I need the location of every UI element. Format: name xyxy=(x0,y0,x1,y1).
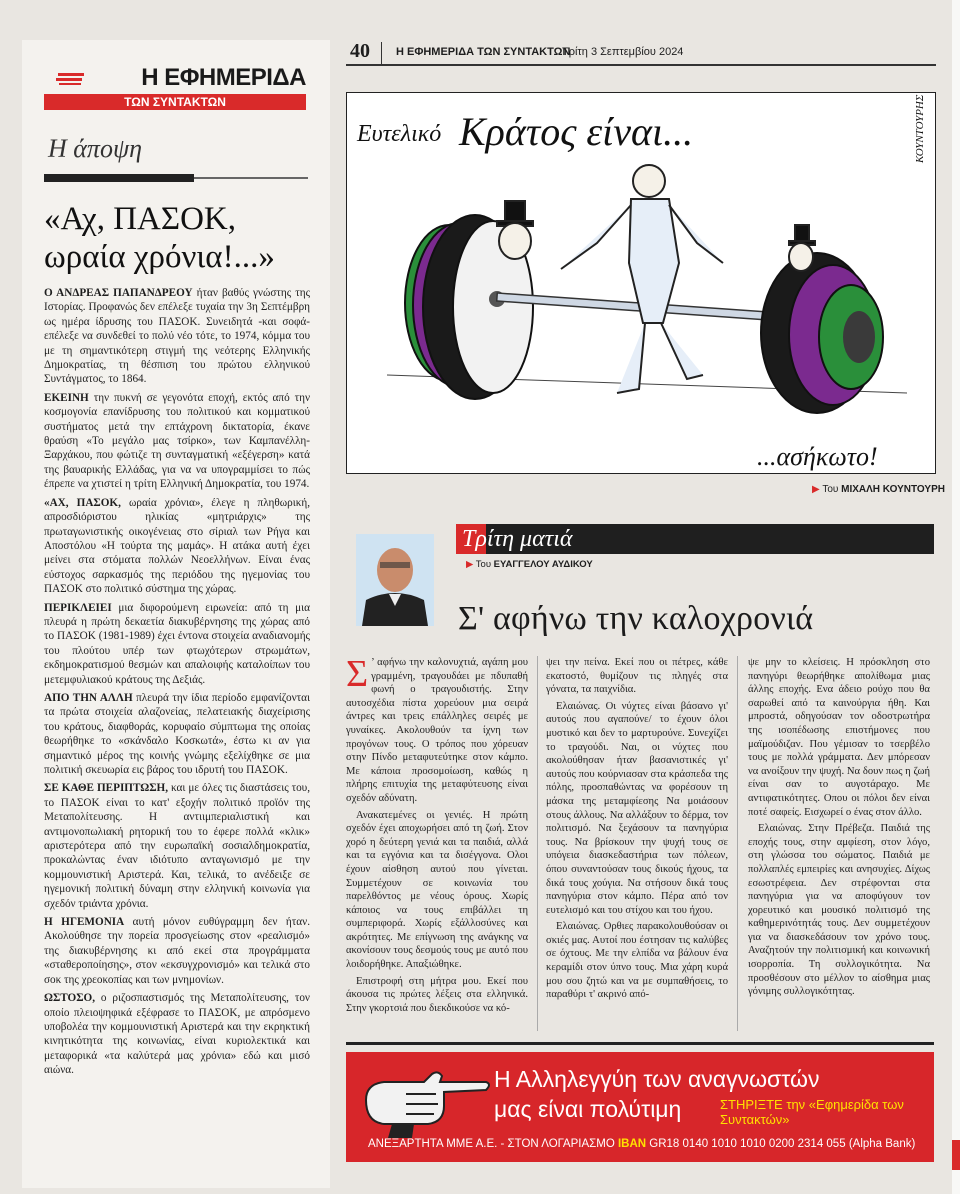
paragraph xyxy=(44,286,310,387)
paragraph xyxy=(44,391,310,492)
paragraph: Ανακατεμένες οι γενιές. Η πρώτη σχεδόν έχει αποχωρήσει από τη ζωή. Στον χορό η δεύτερη γενιά και τα παιδιά, αλλά και τα εγγόνια και τα δισέγγονα. Ολοι έχουν αίσθηση αυτού που γίνεται. Συμμετέχουν σε κοινωνία του παρελθόντος με νέους όρους. Χωρίς κάποιος να τους επιβάλλει τη συμπεριφορά. Χωρίς εξάλλοσύνες και ακρότητες. Με επίγνωση της ανάγκης να ακονίσουν τους δεσμούς τους με αυτό που λοιδορήθηκε. Απαξιώθηκε. xyxy=(346,809,528,971)
author-prefix: Του xyxy=(475,559,492,570)
page-number: 40 xyxy=(350,40,370,62)
column-text-3 xyxy=(748,656,930,1002)
right-politician-icon xyxy=(789,225,815,271)
header-paper-title: Η ΕΦΗΜΕΡΙΔΑ ΤΩΝ ΣΥΝΤΑΚΤΩΝ xyxy=(396,46,571,58)
paragraph: ψει την πείνα. Εκεί που οι πέτρες, κάθε εκατοστό, θυμίζουν τις πληγές στα γόνατα, τα παιχνίδια. xyxy=(546,657,728,696)
paragraph xyxy=(44,691,310,777)
ad-rule xyxy=(346,1042,934,1045)
pointing-hand-icon xyxy=(362,1060,492,1140)
iban-label: IBAN xyxy=(617,1138,647,1150)
section-label: Η άποψη xyxy=(48,134,142,163)
column-divider xyxy=(537,656,538,1031)
political-cartoon xyxy=(346,92,936,474)
credit-arrow-icon: ▶ xyxy=(812,484,820,495)
paragraph xyxy=(44,915,310,987)
author-arrow-icon: ▶ xyxy=(466,559,474,570)
drop-cap: Σ xyxy=(346,653,369,695)
paragraph xyxy=(44,601,310,687)
paragraph-text: ήταν βαθύς γνώστης της Ιστορίας. Προφανώς δεν επέλεξε τυχαία την 3η Σεπτέμβρη ως ημέρα ίδρυσης του ΠΑΣΟΚ. Συνειδητά -και σοφά- επέλεξε να συνδεθεί το πολύ νέο τότε, το 1974, κόμμα του με τη σημαντικότερη στιγμή της νεότερης Ελληνικής Δημοκρατίας, τη θέσπιση του πρώτου ελληνικού Συντάγματος, το 1864. xyxy=(44,287,310,386)
weightlifter-figure-icon xyxy=(561,165,723,393)
paragraph-lead: ΣΕ ΚΑΘΕ ΠΕΡΙΠΤΩΣΗ, xyxy=(44,782,169,795)
paragraph xyxy=(44,496,310,597)
paragraph: Επιστροφή στη μήτρα μου. Εκεί που άκουσα τις πρώτες λέξεις στα ελληνικά. Στην γκορτσιά που διεκδικούσε να κό- xyxy=(346,975,528,1014)
paragraph-lead: ΑΠΟ ΤΗΝ ΑΛΛΗ xyxy=(44,691,133,704)
ad-support-text: ΣΤΗΡΙΞΤΕ την «Εφημερίδα των Συντακτών» xyxy=(720,1097,904,1127)
paragraph-lead: ΕΚΕΙΝΗ xyxy=(44,391,89,404)
paragraph: Ελαιώνας. Στην Πρέβεζα. Παιδιά της εποχής τους, στην αμφίεση, στον λόγο, στη γλώσσα του σώματος. Παιδιά με πολλαπλές εμπειρίες και ανησυχίες. Δίχως εσωστρέφεια. Δεν στρέφονται στα πανηγύρια για να αποφύγουν τον χορευτικό και μουσικό πολιτισμό της καθημερινότητάς τους. Δεν συμμετέχουν για να διασκεδάσουν τον χρόνο τους. Αναζητούν την πολιτισμική και κοινωνική ισορροπία. Τη συλλογικότητα. Να προσθέσουν στο μέλλον το αίσθημα μιας γόνιμης συλλογικότητας. xyxy=(748,823,930,998)
headline-line-1: «Αχ, ΠΑΣΟΚ, xyxy=(44,201,236,237)
opinion-headline xyxy=(44,200,314,276)
paragraph xyxy=(44,781,310,911)
column-name: Τρίτη ματιά xyxy=(462,526,573,552)
header-separator xyxy=(381,42,382,64)
column-divider xyxy=(737,656,738,1031)
author-name: ΕΥΑΓΓΕΛΟΥ ΑΥΔΙΚΟΥ xyxy=(493,559,593,570)
paragraph-text: μια διφορούμενη ειρωνεία: από τη μια πλευρά η πρώτη δεκαετία διακυβέρνησης της χώρας από το ΠΑΣΟΚ (1981-1989) έχει έντονα στοιχεία αναδιανομής του πλούτου υπέρ των φτωχότερων στρωμάτων, εκδημοκρατισμού θεσμών και απαλοιφής καταλοίπων του μετεμφυλιακού κράτους της Δεξιάς. xyxy=(44,601,310,686)
paragraph-lead: ΩΣΤΟΣΟ, xyxy=(44,992,96,1005)
paragraph-text: πλευρά την ίδια περίοδο εμφανίζονται τα πρώτα στοιχεία αλαζονείας, πελατειακής διαχείρισης του κράτους, διαφθοράς, κορυφαίο σύμπτωμα της οποίας θεωρήθηκε το «σκάνδαλο Κοσκωτά», έστω κι αν για σημαντικό μέρος της κοινής γνώμης εξελίχθηκε σε μια πολιτική σκευωρία εις βάρος του ιδρυτή του ΠΑΣΟΚ. xyxy=(44,691,310,776)
logo-title: Η ΕΦΗΜΕΡΙΔΑ xyxy=(141,64,306,91)
paragraph-text: ο ριζοσπαστισμός της Μεταπολίτευσης, τον οποίο πλειοψηφικά εξέφρασε το ΠΑΣΟΚ, με απρόσμενο υποβολέα την κομμουνιστική Αριστερά και την εκρηκτική κινητικότητα της κοινωνίας, είναι κυριολεκτικά και μεταφορικά «τα καλύτερά μας χρόνια» εδώ και μισό αιώνα. xyxy=(44,992,310,1077)
ad-title-line-1: Η Αλληλεγγύη των αναγνωστών xyxy=(494,1066,820,1092)
author-photo xyxy=(356,534,434,626)
header-date: Τρίτη 3 Σεπτεμβίου 2024 xyxy=(562,46,684,58)
column-author xyxy=(466,559,593,570)
ad-title-line-2: μας είναι πολύτιμη xyxy=(494,1096,682,1122)
column-headline: Σ' αφήνω την καλοχρονιά xyxy=(458,600,814,637)
cartoon-drawing xyxy=(347,93,935,473)
page-edge-tab xyxy=(952,1140,960,1170)
paragraph: Ελαιώνας. Οι νύχτες είναι βάσανο γι' αυτούς που αγαπούνε/ το έχουν όλοι μυστικό και δεν το μαρτυρούνε. Συνεχίζει το τραγούδι. Ναι, οι νύχτες που ακολούθησαν ήταν βασανιστικές γι' αυτούς που κούρνιασαν στα κράσπεδα της πόλης, προσπαθώντας να φορέσουν τη μάσκα της μεταμφίεσης Να μοιάσουν στους άλλους. Να αλλάξουν το δέρμα, τον πολιτισμό. Να ξεχάσουν τα πανηγύρια τους. Να βρίσκουν την ψυχή τους σε υπόγεια διασκεδαστήρια των πόλεων, όπου συναντούσαν τους δικούς ήχους, τα δικά τους χούγια. Να στήσουν δικά τους πανηγύρια στον κάμπο. Πέρα από τον ευτελισμό και του στίχου και του ήχου. xyxy=(546,700,728,916)
opinion-body xyxy=(44,286,310,1082)
bank-name: (Alpha Bank) xyxy=(848,1138,916,1150)
paragraph-text: και με όλες τις διαστάσεις του, το ΠΑΣΟΚ είναι το κατ' εξοχήν πολιτικό προϊόν της Μεταπολίτευσης. Η αντιιμπεριαλιστική και αντιμονοπωλιακή ρητορική του το έφερε πολλά «κλικ» αριστερότερα από την ευρωπαϊκή σοσιαλδημοκρατία, προκαλώντας έναν ιδιότυπο ανταγωνισμό με την κομμουνιστική Αριστερά. Και, τελικά, το ανέδειξε σε ηγεμονική πολιτική δύναμη στην ελληνική κοινωνία για σχεδόν τριάντα χρόνια. xyxy=(44,782,310,910)
paragraph: ’ αφήνω την καλονυχτιά, αγάπη μου γραμμένη, τραγουδάει με πδυπαθή φωνή ο τραγουδιστής. Στην αυτοσχέδια πίστα χορεύουν μια σειρά άντρες και τρεις επάλληλες σειρές με γυναίκες. Ακολουθούν τα ίχνη των προγόνων τους. Ο τρόπος που χόρευαν στην Πίνδο μεταφυτεύτηκε στον κάμπο. Με κάποια προσομοίωση, καθώς η πλήρης επιτυχία της μεταφύτευσης είναι σχεδόν αδύνατη. xyxy=(346,657,528,804)
paragraph-text: την πυκνή σε γεγονότα εποχή, εκτός από την κοσμογονία επανίδρυσης του πολιτικού και κομματικού συστήματος μετά την επτάχρονη δικτατορία, έκανε θραύση «Το μεγάλο μας τσίρκο», των Καμπανέλλη-Ξαρχάκου, που φώτιζε τη συνταγματική «εξέγερση» κατά της βαυαρικής Ελλάδας, για να να υπογραμμίσει το πώς έπρεπε να χτιστεί η τρίτη Ελληνική Δημοκρατία, του 1974. xyxy=(44,391,310,491)
ad-footer xyxy=(368,1138,915,1150)
headline-line-2: ωραία χρόνια!...» xyxy=(44,239,275,275)
cartoon-credit xyxy=(812,484,945,495)
cartoon-caption-small: Ευτελικό xyxy=(357,121,442,147)
paragraph-text: ωραία χρόνια», έλεγε η πληθωρική, απροσδιόριστου ηλικίας «μητριάρχις» της πρωταγωνιστικής οικογένειας στο σίριαλ των Ρήγα και Αποστόλου «Η τούρτα της μαμάς». Η ατάκα αυτή έχει μείνει στα στόματα πολλών Νεοελλήνων. Είναι ένας εύστοχος σαρκασμός της περιόδου της ηγεμονίας του ΠΑΣΟΚ στο πολιτικό σύστημα της χώρας. xyxy=(44,496,310,596)
left-politician-icon xyxy=(497,201,533,259)
iban-number: GR18 0140 1010 1010 0200 2314 055 xyxy=(646,1138,849,1150)
cartoon-signature: ΚΟΥΝΤΟΥΡΗΣ xyxy=(914,94,926,163)
paragraph-lead: Η ΗΓΕΜΟΝΙΑ xyxy=(44,916,125,929)
paragraph-lead: Ο ΑΝΔΡΕΑΣ ΠΑΠΑΝΔΡΕΟΥ xyxy=(44,287,193,299)
section-rule-thin xyxy=(194,177,308,179)
paragraph-lead: ΠΕΡΙΚΛΕΙΕΙ xyxy=(44,601,112,614)
cartoon-caption-bottom: ...ασήκωτο! xyxy=(757,442,878,471)
section-rule xyxy=(44,174,194,182)
credit-prefix: Του xyxy=(822,484,839,495)
ad-footer-prefix: ΑΝΕΞΑΡΤΗΤΑ ΜΜΕ Α.Ε. - ΣΤΟΝ ΛΟΓΑΡΙΑΣΜΟ xyxy=(368,1138,618,1150)
author-portrait-icon xyxy=(356,534,434,626)
logo-stripes-icon xyxy=(56,72,86,86)
logo-subtitle: ΤΩΝ ΣΥΝΤΑΚΤΩΝ xyxy=(44,94,306,110)
header-rule xyxy=(346,64,936,66)
column-text-1 xyxy=(346,653,528,1018)
paragraph: ψε μην το κλείσεις. Η πρόσκληση στο πανηγύρι θεωρήθηκε απολίθωμα μιας άλλης εποχής. Ενα άδειο ρούχο που θα σαρωθεί από τα καινούργια ήθη. Και μπροστά, οδηγούσαν τον οδοστρωτήρα της ισοπέδωσης επιστήμονες που μαϊμούδιζαν. Που γέμισαν το τσερβέλο τους με πολλά γράμματα. Δεν μπόρεσαν να ανοίξουν την ψυχή. Να δουν πως η ζωή είναι σαν το αυγοτάραχο. Με αντιφατικότητες. Οπου οι πόλοι δεν είναι ποτέ σαφείς. Εισχωρεί ο ένας στον άλλο. xyxy=(748,657,930,818)
paragraph-text: αυτή μόνον ευθύγραμμη δεν ήταν. Ακολούθησε την πορεία προσγείωσης στον «ρεαλισμό» της διακυβέρνησης κι από εκεί στα προγράμματα «σταθεροποίησης», στον «εκσυγχρονισμό» και τελικά στο σοκ της χρεοκοπίας και των μνημονίων. xyxy=(44,916,310,986)
page-edge xyxy=(952,0,960,1194)
newspaper-logo xyxy=(44,64,306,110)
column-text-2 xyxy=(546,656,728,1005)
cartoon-caption-big: Κράτος είναι... xyxy=(459,109,694,154)
right-weight-icon xyxy=(761,253,883,413)
paragraph xyxy=(44,991,310,1077)
paragraph: Ελαιώνας. Ορθιες παρακολουθούσαν οι σκιές μας. Αυτοί που έστησαν τις καλύβες σε όχτους. Με την ελπίδα να βάλουν ένα κεραμίδι στον ύπνο τους. Μια χάρη κυρά μου σου ζητώ και να με συμπαθήσεις, το παραθύρι τ' ακρινό από- xyxy=(546,921,728,1001)
credit-author: ΜΙΧΑΛΗ ΚΟΥΝΤΟΥΡΗ xyxy=(841,484,945,495)
paragraph-lead: «ΑΧ, ΠΑΣΟΚ, xyxy=(44,496,121,509)
